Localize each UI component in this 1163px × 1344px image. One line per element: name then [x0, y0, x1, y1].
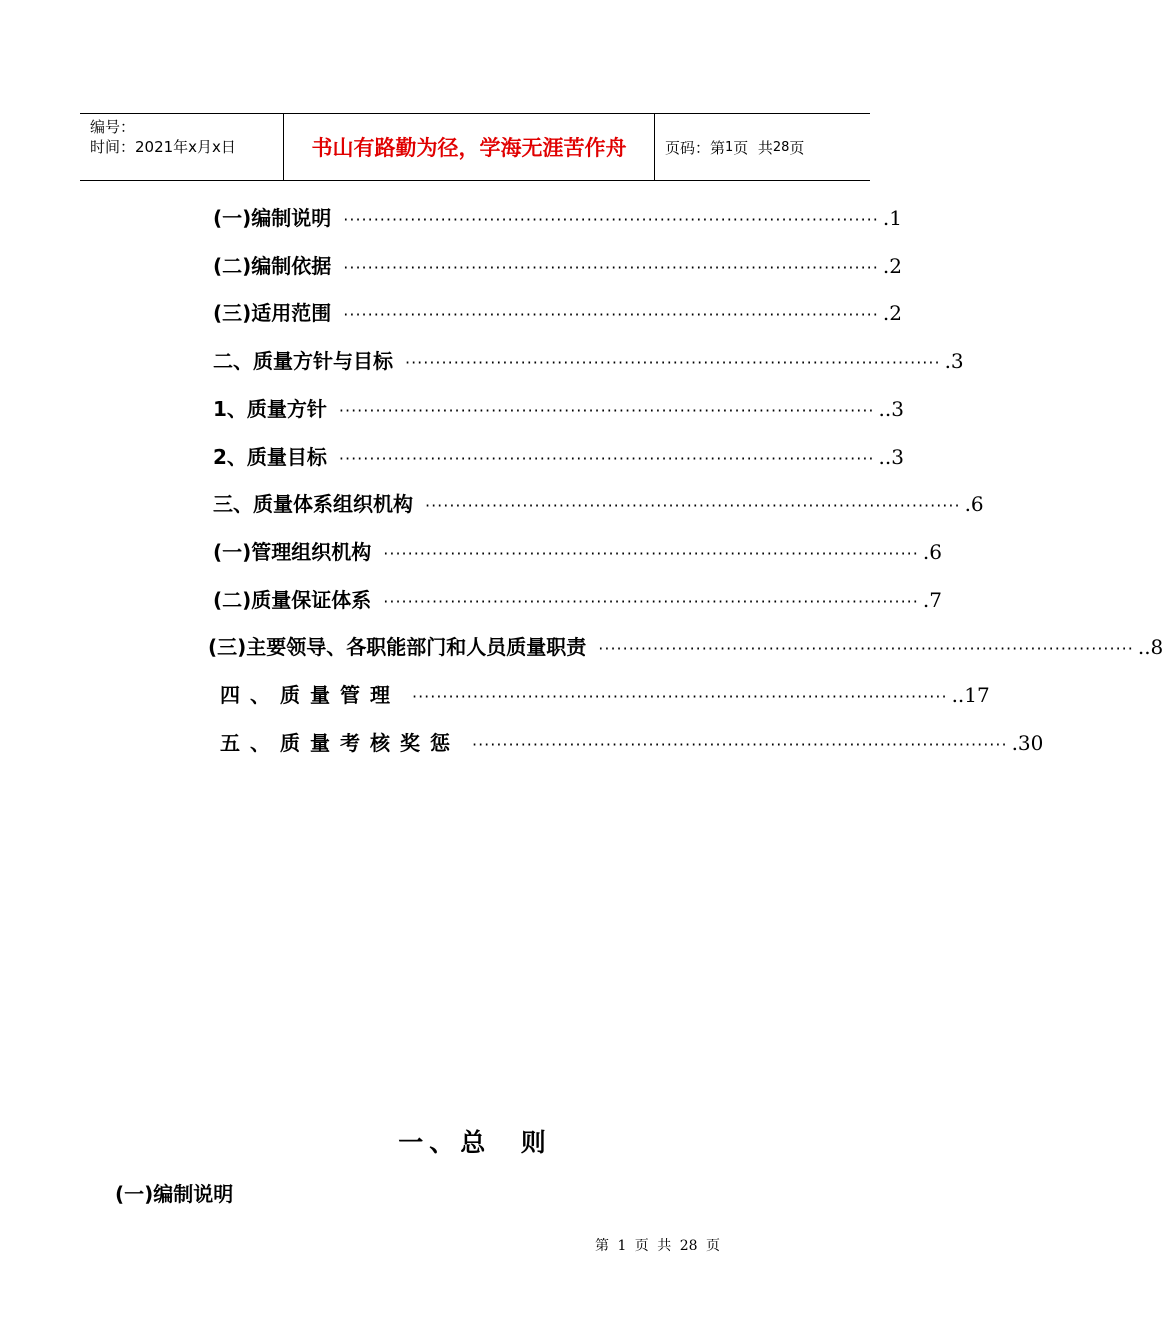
page-mid: 页 共	[733, 138, 773, 157]
toc-entry-label: 1、质量方针	[213, 397, 327, 421]
toc-entry-page: .6	[922, 540, 942, 564]
toc-entry-page: .3	[944, 349, 964, 373]
toc-entry[interactable]: 1、质量方针 ························································································ ..3	[213, 393, 783, 423]
toc-entry-label: (一)编制说明	[213, 206, 332, 230]
toc-entry-page: .2	[882, 301, 902, 325]
page-footer: 第 1 页 共 28 页	[595, 1238, 720, 1254]
page-suffix: 页	[789, 138, 805, 157]
page-prefix: 页码：第	[665, 138, 726, 157]
document-time: 时间：2021年x月x日	[90, 138, 236, 156]
toc-entry-label: 二、质量方针与目标	[213, 349, 393, 373]
toc-entry-page: ..3	[878, 445, 904, 469]
toc-entry[interactable]: 四、质量管理 ························································································ ..17	[220, 679, 776, 709]
toc-entry[interactable]: (一)编制说明 ························································································ .1	[213, 202, 783, 232]
toc-entry[interactable]: 五、质量考核奖惩 ························································································ .30	[220, 727, 776, 757]
toc-entry-page: .7	[922, 588, 942, 612]
header-page-info	[655, 114, 870, 180]
toc-entry-label: 四、质量管理	[220, 683, 400, 707]
toc-entry[interactable]: 三、质量体系组织机构 ························································································ .6	[213, 488, 783, 518]
toc-entry-page: ..3	[878, 397, 904, 421]
toc-entry-label: 2、质量目标	[213, 445, 327, 469]
toc-entry-label: 五、质量考核奖惩	[220, 731, 460, 755]
toc-entry-page: .6	[964, 492, 984, 516]
toc-entry-page: .30	[1011, 731, 1044, 755]
subsection-title: (一)编制说明	[115, 1182, 234, 1206]
toc-entry-label: (三)适用范围	[213, 301, 332, 325]
toc-entry-label: (三)主要领导、各职能部门和人员质量职责	[208, 635, 587, 659]
toc-entry[interactable]: (三)主要领导、各职能部门和人员质量职责 ························································································ ..8	[208, 631, 789, 661]
toc-entry[interactable]: (二)质量保证体系 ························································································ .7	[213, 584, 783, 614]
toc-entry-page: .2	[882, 254, 902, 278]
toc-entry[interactable]: (二)编制依据 ························································································ .2	[213, 250, 783, 280]
document-number-label: 编号：	[90, 118, 136, 136]
section-title: 一、总 则	[398, 1128, 552, 1157]
toc-entry[interactable]: 二、质量方针与目标 ························································································ .3	[213, 345, 783, 375]
toc-entry[interactable]: 2、质量目标 ························································································ ..3	[213, 441, 783, 471]
page-header	[80, 113, 870, 181]
header-meta	[80, 114, 283, 180]
toc-entry-label: 三、质量体系组织机构	[213, 492, 413, 516]
toc-entry-label: (二)质量保证体系	[213, 588, 372, 612]
page-current: 1	[725, 139, 734, 155]
toc-entry[interactable]: (一)管理组织机构 ························································································ .6	[213, 536, 783, 566]
toc-entry-label: (一)管理组织机构	[213, 540, 372, 564]
toc-entry-label: (二)编制依据	[213, 254, 332, 278]
header-motto: 书山有路勤为径，学海无涯苦作舟	[283, 114, 655, 180]
toc-entry-page: ..17	[951, 683, 990, 707]
toc-entry-page: .1	[882, 206, 902, 230]
toc-entry-page: ..8	[1137, 635, 1163, 659]
page-total: 28	[772, 139, 790, 155]
toc-entry[interactable]: (三)适用范围 ························································································ .2	[213, 297, 783, 327]
